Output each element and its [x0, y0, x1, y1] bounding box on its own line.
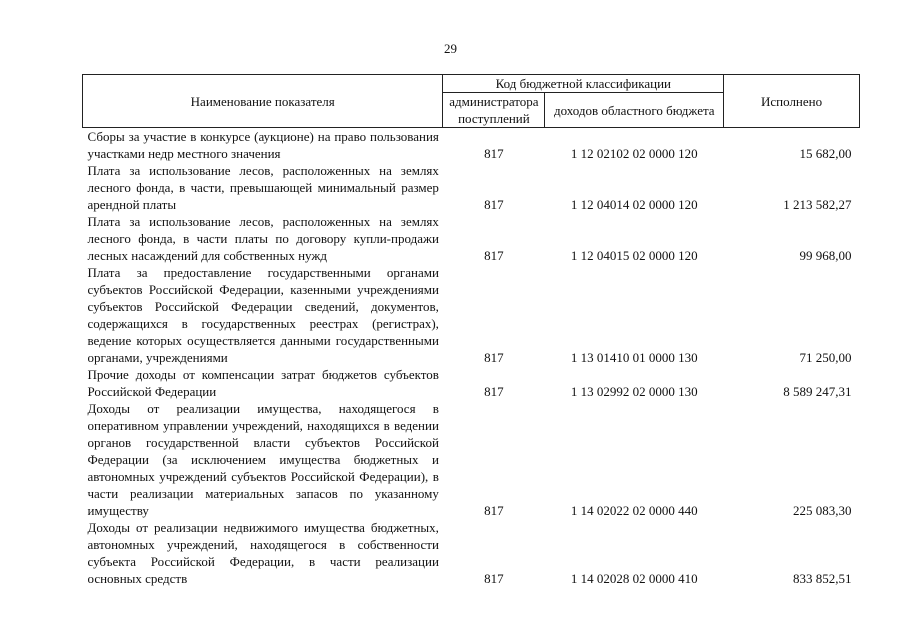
- budget-table: [82, 74, 860, 587]
- table-row: [83, 128, 860, 163]
- row-code: 1 13 01410 01 0000 130: [570, 350, 698, 365]
- row-code: 1 12 02102 02 0000 120: [570, 146, 698, 161]
- row-admin: 817: [484, 571, 504, 586]
- row-executed: 71 250,00: [799, 350, 852, 365]
- row-name: Доходы от реализации недвижимого имущества бюджетных, автономных учреждений, находящегося в собственности субъекта Российской Федерации, в части реализации основных средств: [87, 520, 439, 586]
- table-row: [83, 264, 860, 366]
- row-code: 1 13 02992 02 0000 130: [570, 384, 698, 399]
- header-income: доходов областного бюджета: [545, 93, 724, 128]
- row-name: Сборы за участие в конкурсе (аукционе) на право пользования участками недр местного значения: [87, 129, 439, 161]
- row-name: Плата за использование лесов, расположенных на землях лесного фонда, в части, превышающей минимальный размер арендной платы: [87, 163, 439, 212]
- row-name: Прочие доходы от компенсации затрат бюджетов субъектов Российской Федерации: [87, 367, 439, 399]
- row-executed: 1 213 582,27: [783, 197, 852, 212]
- row-admin: 817: [484, 146, 504, 161]
- row-executed: 833 852,51: [793, 571, 852, 586]
- row-name: Плата за предоставление государственными органами субъектов Российской Федерации, казенными учреждениями субъектов Российской Федерации сведений, документов, содержащихся в государственных реестрах (регистрах), ведение которых осуществляется данными государственными органами, учреждениями: [87, 265, 439, 365]
- row-code: 1 12 04015 02 0000 120: [570, 248, 698, 263]
- page-number: 29: [444, 41, 457, 56]
- row-name: Доходы от реализации имущества, находящегося в оперативном управлении учреждений, находящихся в ведении органов государственной власти субъектов Российской Федерации (за исключением имущества бюджетных и автономных учреждений субъектов Российской Федерации), в части реализации материальных запасов по указанному имуществу: [87, 401, 439, 518]
- table-row: [83, 162, 860, 213]
- row-admin: 817: [484, 384, 504, 399]
- row-executed: 15 682,00: [799, 146, 852, 161]
- table-row: [83, 366, 860, 400]
- row-code: 1 14 02022 02 0000 440: [570, 503, 698, 518]
- row-code: 1 14 02028 02 0000 410: [570, 571, 698, 586]
- row-admin: 817: [484, 503, 504, 518]
- row-admin: 817: [484, 350, 504, 365]
- table-row: [83, 213, 860, 264]
- row-executed: 99 968,00: [799, 248, 852, 263]
- header-name: Наименование показателя: [83, 75, 443, 128]
- row-admin: 817: [484, 248, 504, 263]
- header-admin: администратора поступлений: [443, 93, 545, 128]
- table-row: [83, 400, 860, 519]
- row-name: Плата за использование лесов, расположенных на землях лесного фонда, в части платы по договору купли-продажи лесных насаждений для собственных нужд: [87, 214, 439, 263]
- row-admin: 817: [484, 197, 504, 212]
- header-code-group: Код бюджетной классификации: [443, 75, 724, 93]
- header-executed: Исполнено: [724, 75, 860, 128]
- row-executed: 8 589 247,31: [783, 384, 852, 399]
- row-code: 1 12 04014 02 0000 120: [570, 197, 698, 212]
- row-executed: 225 083,30: [793, 503, 852, 518]
- table-row: [83, 519, 860, 587]
